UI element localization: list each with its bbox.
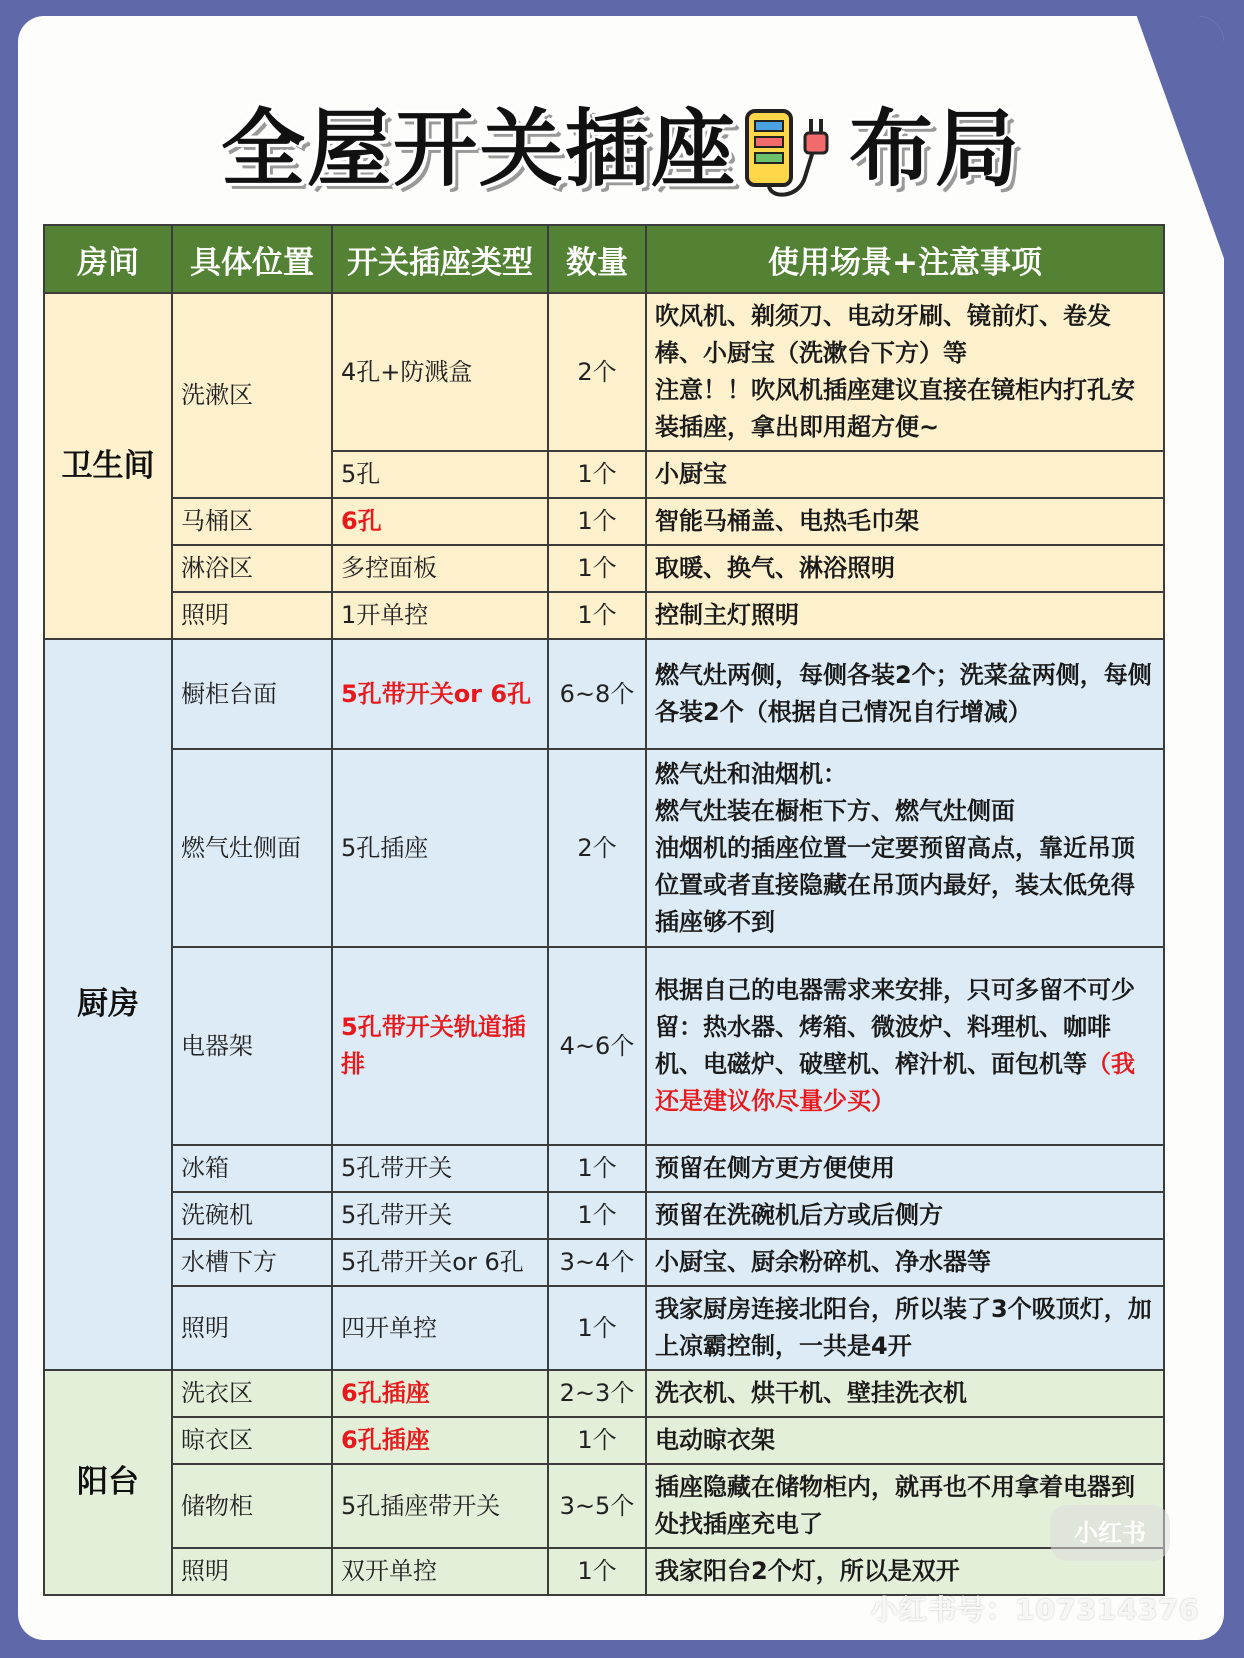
table-row [44, 947, 1164, 1145]
type-cell: 4孔+防溅盒 [332, 293, 548, 451]
location-cell: 照明 [172, 1548, 332, 1595]
type-cell: 5孔带开关 [332, 1192, 548, 1239]
title-text-part2: 布局 [849, 100, 1022, 198]
note-cell: 燃气灶和油烟机： 燃气灶装在橱柜下方、燃气灶侧面 油烟机的插座位置一定要预留高点，靠近吊顶位置或者直接隐藏在吊顶内最好，装太低免得插座够不到 [646, 749, 1164, 947]
qty-cell: 1个 [548, 498, 646, 545]
note-cell: 电动晾衣架 [646, 1417, 1164, 1464]
type-cell: 5孔带开关or 6孔 [332, 1239, 548, 1286]
table-row [44, 1239, 1164, 1286]
page-title [18, 82, 1224, 203]
location-cell: 洗漱区 [172, 293, 332, 498]
qty-cell: 1个 [548, 1286, 646, 1370]
qty-cell: 6~8个 [548, 639, 646, 749]
qty-cell: 1个 [548, 451, 646, 498]
qty-cell: 2个 [548, 749, 646, 947]
title-text-part1: 全屋开关插座 [220, 100, 737, 198]
location-cell: 燃气灶侧面 [172, 749, 332, 947]
header-room: 房间 [44, 225, 172, 293]
table-row [44, 639, 1164, 749]
qty-cell: 2~3个 [548, 1370, 646, 1417]
type-cell: 5孔带开关轨道插排 [332, 947, 548, 1145]
note-cell: 插座隐藏在储物柜内，就再也不用拿着电器到处找插座充电了 [646, 1464, 1164, 1548]
type-cell: 双开单控 [332, 1548, 548, 1595]
location-cell: 洗衣区 [172, 1370, 332, 1417]
type-cell: 5孔 [332, 451, 548, 498]
type-cell: 5孔带开关or 6孔 [332, 639, 548, 749]
location-cell: 水槽下方 [172, 1239, 332, 1286]
header-location: 具体位置 [172, 225, 332, 293]
note-cell [646, 947, 1164, 1145]
qty-cell: 1个 [548, 1548, 646, 1595]
table-row [44, 1145, 1164, 1192]
qty-cell: 1个 [548, 592, 646, 639]
table-row [44, 1464, 1164, 1548]
location-cell: 储物柜 [172, 1464, 332, 1548]
table-row [44, 749, 1164, 947]
qty-cell: 1个 [548, 1417, 646, 1464]
note-cell: 控制主灯照明 [646, 592, 1164, 639]
qty-cell: 1个 [548, 1145, 646, 1192]
table-row [44, 592, 1164, 639]
location-cell: 淋浴区 [172, 545, 332, 592]
note-cell: 吹风机、剃须刀、电动牙刷、镜前灯、卷发棒、小厨宝（洗漱台下方）等 注意！！吹风机插座建议直接在镜柜内打孔安装插座，拿出即用超方便~ [646, 293, 1164, 451]
note-cell: 预留在洗碗机后方或后侧方 [646, 1192, 1164, 1239]
outlet-layout-table [43, 224, 1165, 1596]
table-row [44, 1370, 1164, 1417]
type-cell: 6孔插座 [332, 1370, 548, 1417]
type-cell: 6孔插座 [332, 1417, 548, 1464]
type-cell: 5孔带开关 [332, 1145, 548, 1192]
note-cell: 小厨宝 [646, 451, 1164, 498]
location-cell: 橱柜台面 [172, 639, 332, 749]
location-cell: 冰箱 [172, 1145, 332, 1192]
location-cell: 照明 [172, 592, 332, 639]
qty-cell: 2个 [548, 293, 646, 451]
plug-socket-icon [743, 107, 843, 203]
room-cell-balcony: 阳台 [44, 1370, 172, 1595]
table-row [44, 1286, 1164, 1370]
type-cell: 5孔插座 [332, 749, 548, 947]
qty-cell: 1个 [548, 1192, 646, 1239]
header-qty: 数量 [548, 225, 646, 293]
table-row [44, 1417, 1164, 1464]
qty-cell: 1个 [548, 545, 646, 592]
table-row [44, 498, 1164, 545]
type-cell: 四开单控 [332, 1286, 548, 1370]
type-cell: 6孔 [332, 498, 548, 545]
note-cell: 燃气灶两侧，每侧各装2个；洗菜盆两侧，每侧各装2个（根据自己情况自行增减） [646, 639, 1164, 749]
note-cell: 洗衣机、烘干机、壁挂洗衣机 [646, 1370, 1164, 1417]
watermark-logo: 小红书 [1050, 1505, 1170, 1561]
location-cell: 洗碗机 [172, 1192, 332, 1239]
note-red-text: （我还是建议你尽量少买） [655, 1050, 1135, 1115]
table-row [44, 1192, 1164, 1239]
header-type: 开关插座类型 [332, 225, 548, 293]
note-cell: 我家阳台2个灯，所以是双开 [646, 1548, 1164, 1595]
note-cell: 智能马桶盖、电热毛巾架 [646, 498, 1164, 545]
type-cell: 1开单控 [332, 592, 548, 639]
note-cell: 预留在侧方更方便使用 [646, 1145, 1164, 1192]
note-text: 根据自己的电器需求来安排，只可多留不可少留：热水器、烤箱、微波炉、料理机、咖啡机、电磁炉、破壁机、榨汁机、面包机等 [655, 976, 1135, 1078]
qty-cell: 3~5个 [548, 1464, 646, 1548]
table-header-row [44, 225, 1164, 293]
table-row [44, 545, 1164, 592]
room-cell-bathroom: 卫生间 [44, 293, 172, 639]
location-cell: 马桶区 [172, 498, 332, 545]
note-cell: 小厨宝、厨余粉碎机、净水器等 [646, 1239, 1164, 1286]
room-cell-kitchen: 厨房 [44, 639, 172, 1370]
header-note: 使用场景+注意事项 [646, 225, 1164, 293]
type-cell: 5孔插座带开关 [332, 1464, 548, 1548]
location-cell: 电器架 [172, 947, 332, 1145]
note-cell: 取暖、换气、淋浴照明 [646, 545, 1164, 592]
type-cell: 多控面板 [332, 545, 548, 592]
note-cell: 我家厨房连接北阳台，所以装了3个吸顶灯，加上凉霸控制，一共是4开 [646, 1286, 1164, 1370]
qty-cell: 3~4个 [548, 1239, 646, 1286]
location-cell: 照明 [172, 1286, 332, 1370]
table-row [44, 293, 1164, 451]
qty-cell: 4~6个 [548, 947, 646, 1145]
watermark-text: 小红书号：107314376 [870, 1593, 1200, 1626]
location-cell: 晾衣区 [172, 1417, 332, 1464]
